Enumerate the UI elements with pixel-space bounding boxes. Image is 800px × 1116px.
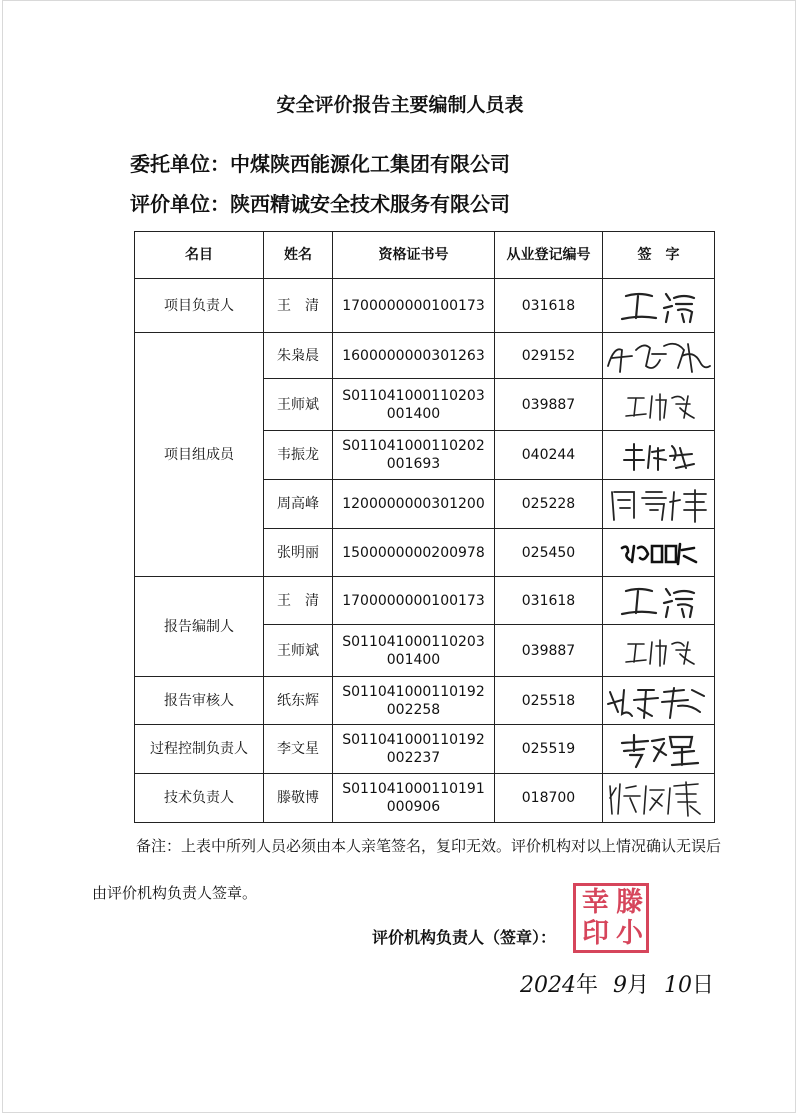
name-cell: 张明丽 [264, 529, 333, 577]
signature-cell [603, 333, 715, 379]
role-cell: 报告审核人 [135, 677, 264, 725]
signature-cell [603, 431, 715, 480]
reg-cell: 039887 [495, 625, 603, 677]
signature-cell [603, 279, 715, 333]
handwritten-signature [604, 682, 714, 720]
signature-cell [603, 529, 715, 577]
role-cell: 项目负责人 [135, 279, 264, 333]
role-cell: 报告编制人 [135, 577, 264, 677]
handwritten-signature [614, 388, 704, 422]
name-cell: 王师斌 [264, 625, 333, 677]
cert-cell: S011041000110203001400 [333, 625, 495, 677]
cert-cell: 1700000000100173 [333, 279, 495, 333]
remark-note: 备注：上表中所列人员必须由本人亲笔签名，复印无效。评价机构对以上情况确认无误后由评价机构负责人签章。 [92, 837, 722, 902]
header-role: 名目 [135, 232, 264, 279]
cert-cell: S011041000110192002237 [333, 725, 495, 774]
cert-cell: S011041000110192002258 [333, 677, 495, 725]
role-cell: 过程控制负责人 [135, 725, 264, 774]
table-header-row [135, 232, 715, 279]
name-cell: 王 清 [264, 577, 333, 625]
page-title: 安全评价报告主要编制人员表 [276, 94, 524, 116]
cert-cell: S011041000110202001693 [333, 431, 495, 480]
reg-cell: 039887 [495, 379, 603, 431]
reg-cell: 040244 [495, 431, 603, 480]
cert-cell: S011041000110191000906 [333, 774, 495, 823]
role-cell: 项目组成员 [135, 333, 264, 577]
cert-cell: 1500000000200978 [333, 529, 495, 577]
reg-cell: 025519 [495, 725, 603, 774]
role-cell: 技术负责人 [135, 774, 264, 823]
name-cell: 滕敬博 [264, 774, 333, 823]
reg-cell: 025228 [495, 480, 603, 529]
name-cell: 朱枭晨 [264, 333, 333, 379]
signature-cell [603, 625, 715, 677]
evaluator-unit: 评价单位：陕西精诚安全技术服务有限公司 [130, 192, 510, 216]
handwritten-signature [614, 438, 704, 472]
name-cell: 李文星 [264, 725, 333, 774]
handwritten-signature [606, 484, 712, 524]
header-sign: 签 字 [603, 232, 715, 279]
cert-cell: 1700000000100173 [333, 577, 495, 625]
cert-cell: S011041000110203001400 [333, 379, 495, 431]
header-cert: 资格证书号 [333, 232, 495, 279]
reg-cell: 029152 [495, 333, 603, 379]
signature-cell [603, 774, 715, 823]
handwritten-signature [604, 336, 714, 376]
reg-cell: 025518 [495, 677, 603, 725]
header-name: 姓名 [264, 232, 333, 279]
name-cell: 纸东辉 [264, 677, 333, 725]
client-unit: 委托单位：中煤陕西能源化工集团有限公司 [130, 152, 510, 176]
staff-table [134, 231, 715, 823]
stamp-char: 印 [582, 918, 609, 949]
name-cell: 韦振龙 [264, 431, 333, 480]
table-row [135, 577, 715, 625]
name-cell: 王师斌 [264, 379, 333, 431]
header-reg: 从业登记编号 [495, 232, 603, 279]
table-row [135, 279, 715, 333]
signature-cell [603, 379, 715, 431]
reg-cell: 018700 [495, 774, 603, 823]
date-month: 9 [613, 973, 628, 998]
name-cell: 周高峰 [264, 480, 333, 529]
table-row [135, 677, 715, 725]
stamp-char: 幸 [582, 887, 609, 918]
signature-cell [603, 677, 715, 725]
signature-cell [603, 725, 715, 774]
date-year-suffix: 年 [576, 973, 599, 998]
cert-cell: 1600000000301263 [333, 333, 495, 379]
stamp-char: 滕 [616, 887, 643, 918]
stamp-char: 小 [616, 918, 643, 949]
handwritten-signature [606, 778, 712, 818]
table-row [135, 333, 715, 379]
cert-cell: 1200000000301200 [333, 480, 495, 529]
red-seal-stamp [573, 883, 649, 953]
handwritten-signature [614, 286, 704, 326]
date-month-suffix: 月 [627, 973, 650, 998]
date-day: 10 [664, 973, 693, 998]
handwritten-signature [614, 634, 704, 668]
handwritten-signature [614, 538, 704, 568]
reg-cell: 031618 [495, 279, 603, 333]
name-cell: 王 清 [264, 279, 333, 333]
date-year: 2024 [520, 973, 576, 998]
table-row [135, 725, 715, 774]
table-row [135, 774, 715, 823]
handwritten-signature [614, 729, 704, 769]
reg-cell: 025450 [495, 529, 603, 577]
date-day-suffix: 日 [692, 973, 715, 998]
reg-cell: 031618 [495, 577, 603, 625]
signature-label: 评价机构负责人（签章）： [372, 928, 557, 947]
signature-cell [603, 480, 715, 529]
sign-date [520, 968, 714, 999]
signature-cell [603, 577, 715, 625]
handwritten-signature [614, 581, 704, 621]
